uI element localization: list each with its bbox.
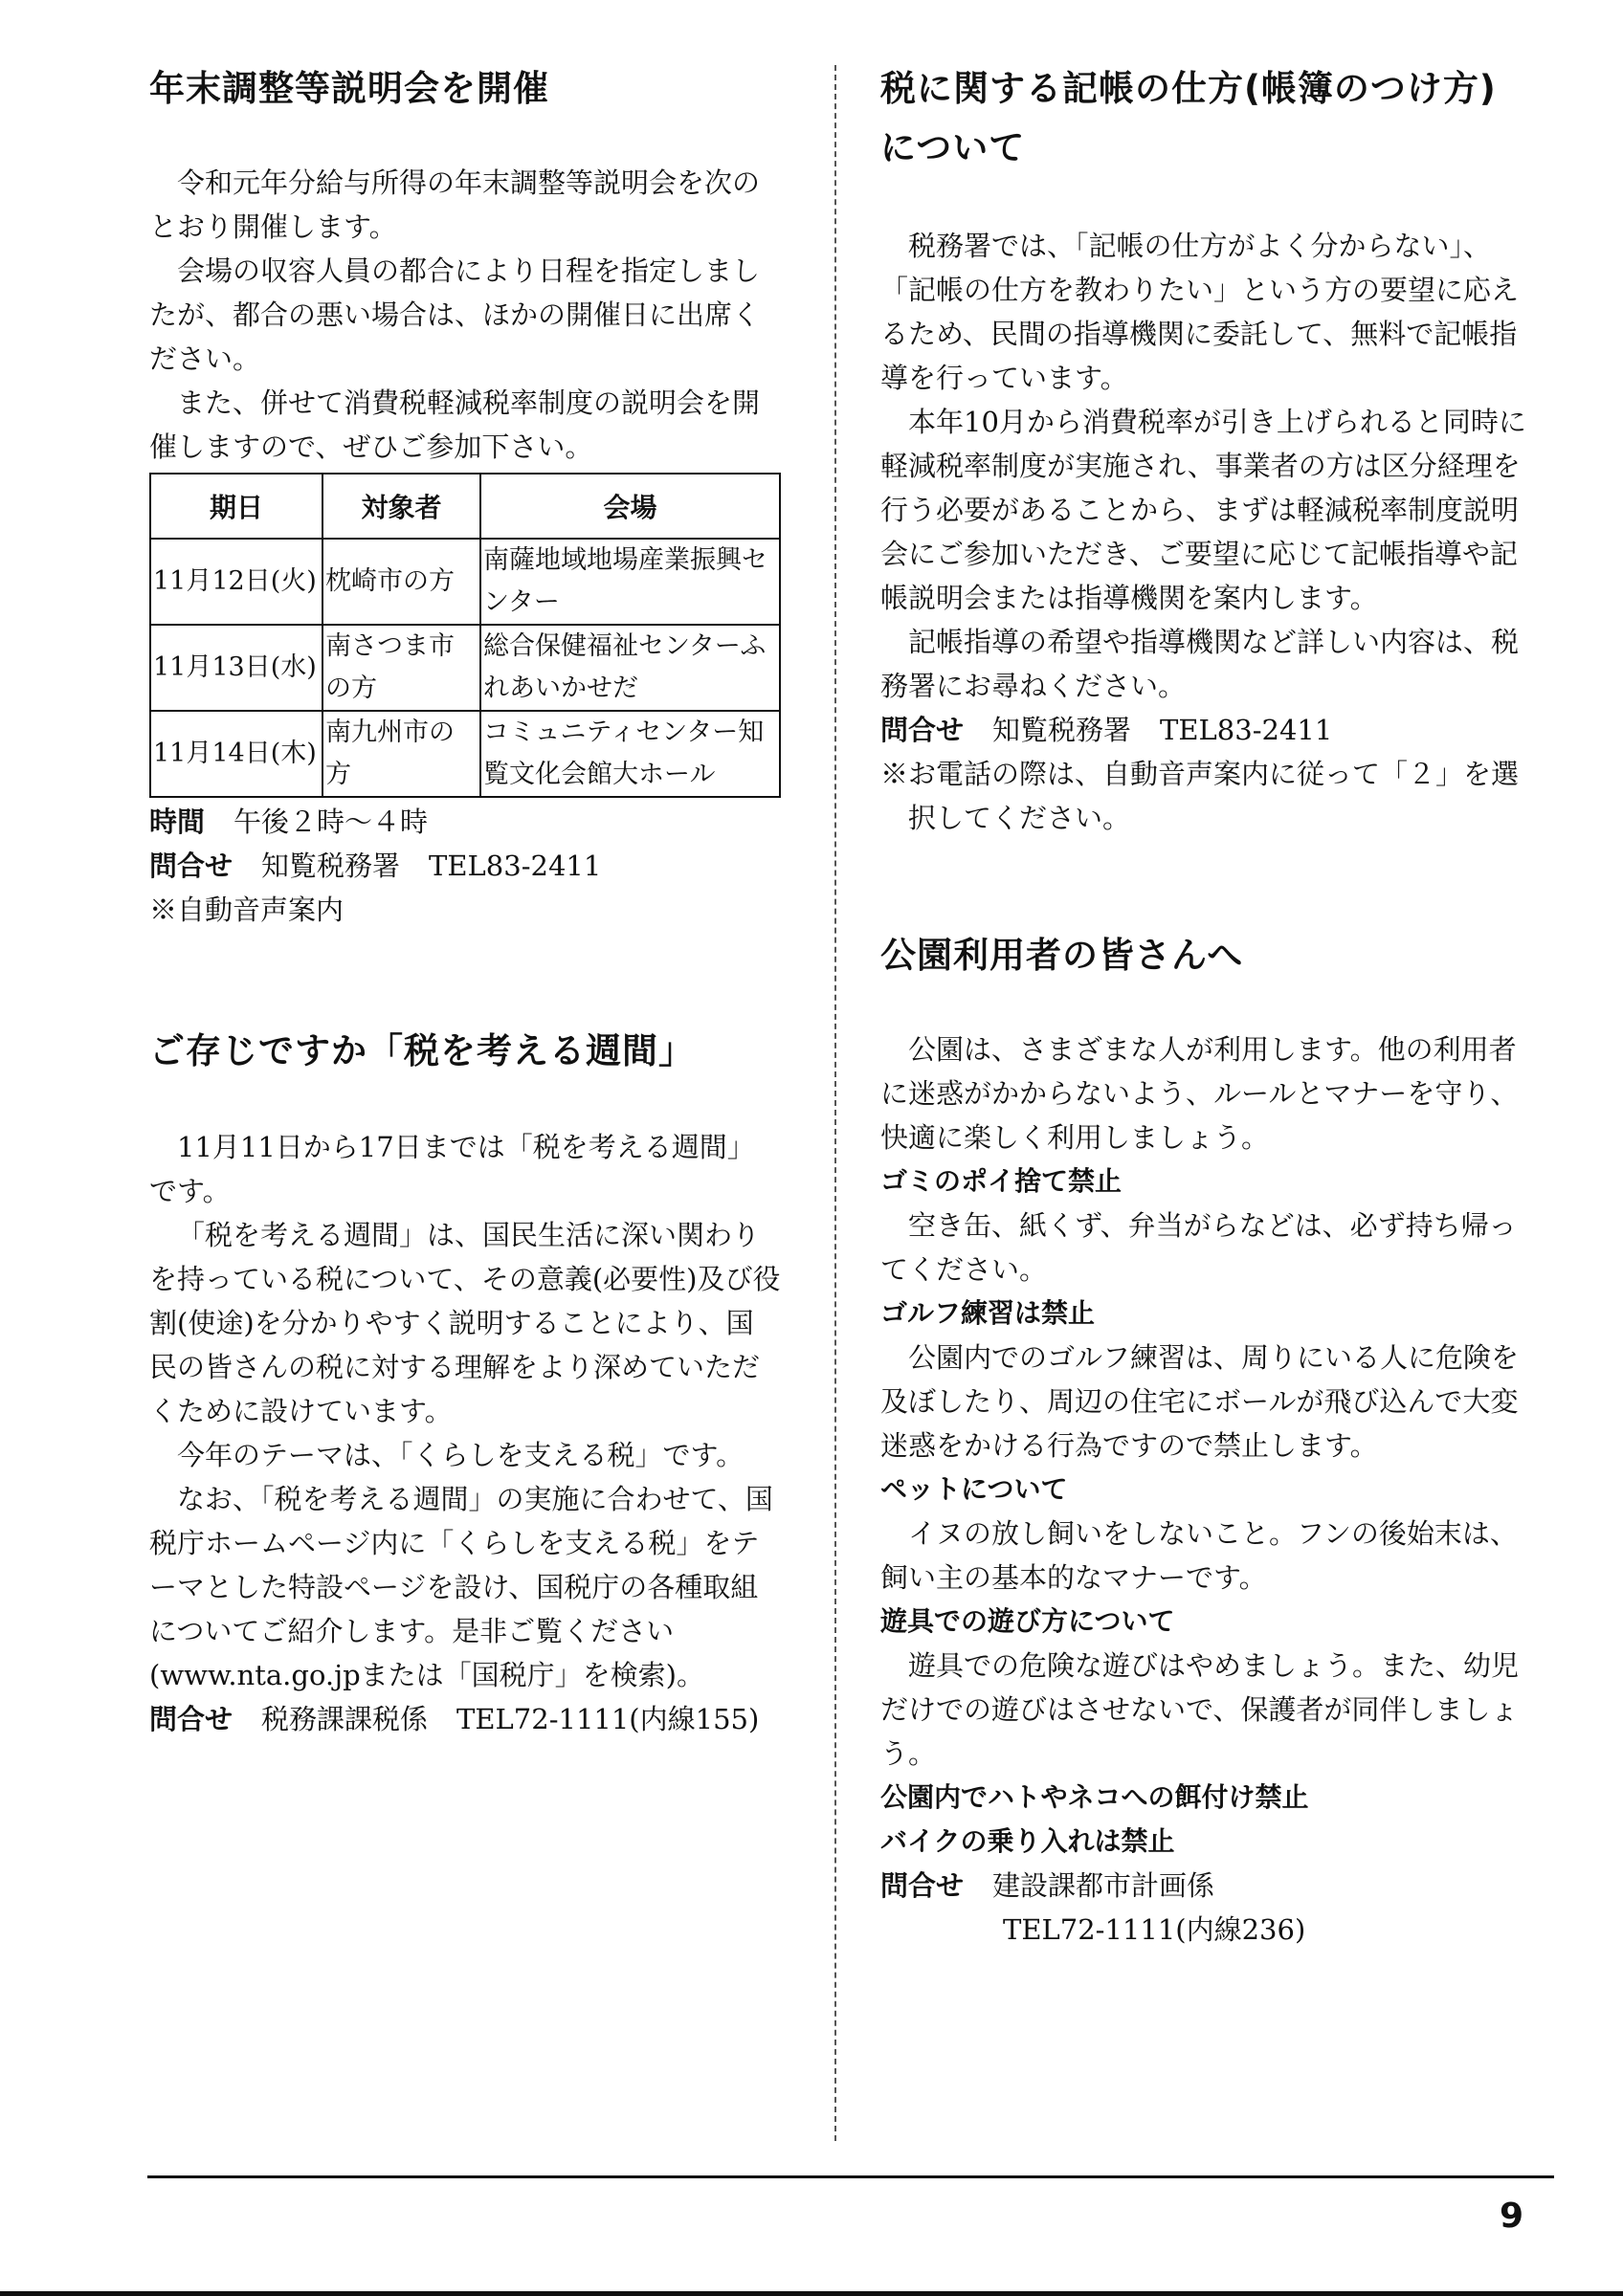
contact-line <box>880 708 1531 752</box>
paragraph: なお、「税を考える週間」の実施に合わせて、国税庁ホームページ内に「くらしを支える税」をテーマとした特設ページを設け、国税庁の各種取組についてご紹介します。是非ご覧ください(www.nta.go.jpまたは「国税庁」を検索)。 <box>149 1483 773 1691</box>
contact-line <box>149 844 781 888</box>
cell-target: 南九州市の方 <box>322 711 480 797</box>
left-column <box>149 59 781 1741</box>
article-title: 公園利用者の皆さんへ <box>880 935 1244 976</box>
article-title: ご存じですか「税を考える週間」 <box>149 1030 695 1071</box>
table-row <box>150 625 780 711</box>
column-divider <box>834 65 836 2141</box>
time-value: 午後２時～４時 <box>233 806 429 838</box>
cell-target: 枕崎市の方 <box>322 539 480 625</box>
article-title: 税に関する記帳の仕方(帳簿のつけ方)について <box>880 68 1497 168</box>
column-header-target: 対象者 <box>322 474 480 539</box>
contact-name: 建設課都市計画係 <box>992 1869 1215 1902</box>
contact-line <box>149 1697 781 1741</box>
paragraph: イヌの放し飼いをしないこと。フンの後始末は、飼い主の基本的なマナーです。 <box>880 1517 1518 1594</box>
article-bookkeeping <box>880 59 1531 840</box>
contact-tel-line <box>880 1908 1531 1952</box>
article-park-users <box>880 926 1531 1952</box>
paragraph: 令和元年分給与所得の年末調整等説明会を次のとおり開催します。 <box>149 166 761 243</box>
subheading: ゴミのポイ捨て禁止 <box>880 1165 1123 1197</box>
table-row <box>150 711 780 797</box>
article-tax-week <box>149 1022 781 1741</box>
subheading: 遊具での遊び方について <box>880 1605 1175 1637</box>
cell-date: 11月13日(水) <box>150 625 322 711</box>
paragraph: また、併せて消費税軽減税率制度の説明会を開催しますので、ぜひご参加下さい。 <box>149 386 761 463</box>
contact-label: 問合せ <box>880 1869 965 1902</box>
contact-tel: TEL72-1111(内線155) <box>456 1703 760 1735</box>
subheading: ペットについて <box>880 1473 1068 1505</box>
column-header-date: 期日 <box>150 474 322 539</box>
paragraph: 今年のテーマは、「くらしを支える税」です。 <box>177 1439 745 1471</box>
paragraph: 記帳指導の希望や指導機関など詳しい内容は、税務署にお尋ねください。 <box>880 626 1520 702</box>
contact-line <box>880 1864 1531 1908</box>
article-title: 年末調整等説明会を開催 <box>149 68 549 109</box>
cell-date: 11月12日(火) <box>150 539 322 625</box>
time-label: 時間 <box>149 806 206 838</box>
table-header-row <box>150 474 780 539</box>
cell-venue: 総合保健福祉センターふれあいかせだ <box>480 625 780 711</box>
page-number: 9 <box>1499 2197 1523 2236</box>
paragraph: 公園は、さまざまな人が利用します。他の利用者に迷惑がかからないよう、ルールとマナーを守り、快適に楽しく利用しましょう。 <box>880 1033 1519 1154</box>
contact-label: 問合せ <box>880 714 965 746</box>
contact-label: 問合せ <box>149 850 233 882</box>
column-header-venue: 会場 <box>480 474 780 539</box>
paragraph: 11月11日から17日までは「税を考える週間」です。 <box>149 1131 755 1207</box>
time-line <box>149 800 781 844</box>
contact-tel: TEL72-1111(内線236) <box>1003 1913 1306 1946</box>
paragraph: 会場の収容人員の都合により日程を指定しましたが、都合の悪い場合は、ほかの開催日に出席ください。 <box>149 254 761 375</box>
paragraph: 遊具での危険な遊びはやめましょう。また、幼児だけでの遊びはさせないで、保護者が同伴しましょう。 <box>880 1649 1520 1770</box>
article-year-end-adjustment <box>149 59 781 932</box>
contact-tel: TEL83-2411 <box>429 850 602 882</box>
subheading: バイクの乗り入れは禁止 <box>880 1825 1175 1857</box>
page-bottom-border <box>0 2291 1623 2296</box>
right-column <box>880 59 1531 1952</box>
cell-date: 11月14日(木) <box>150 711 322 797</box>
note: ※自動音声案内 <box>149 894 345 926</box>
contact-name: 税務課課税係 <box>261 1703 429 1735</box>
footer-rule <box>147 2175 1554 2178</box>
contact-name: 知覧税務署 <box>261 850 401 882</box>
contact-name: 知覧税務署 <box>992 714 1132 746</box>
paragraph: 「税を考える週間」は、国民生活に深い関わりを持っている税について、その意義(必要性)及び役割(使途)を分かりやすく説明することにより、国民の皆さんの税に対する理解をより深めていただくために設けています。 <box>149 1219 781 1427</box>
paragraph: 本年10月から消費税率が引き上げられると同時に軽減税率制度が実施され、事業者の方は区分経理を行う必要があることから、まずは軽減税率制度説明会にご参加いただき、ご要望に応じて記帳指導や記帳説明会または指導機関を案内します。 <box>880 406 1526 614</box>
note: ※お電話の際は、自動音声案内に従って「２」を選択してください。 <box>880 758 1520 834</box>
paragraph: 空き缶、紙くず、弁当がらなどは、必ず持ち帰ってください。 <box>880 1209 1517 1286</box>
cell-venue: コミュニティセンター知覧文化会館大ホール <box>480 711 780 797</box>
contact-tel: TEL83-2411 <box>1160 714 1333 746</box>
contact-label: 問合せ <box>149 1703 233 1735</box>
paragraph: 公園内でのゴルフ練習は、周りにいる人に危険を及ぼしたり、周辺の住宅にボールが飛び込んで大変迷惑をかける行為ですので禁止します。 <box>880 1341 1520 1462</box>
cell-venue: 南薩地域地場産業振興センター <box>480 539 780 625</box>
subheading: 公園内でハトやネコへの餌付け禁止 <box>880 1781 1309 1813</box>
cell-target: 南さつま市の方 <box>322 625 480 711</box>
paragraph: 税務署では、「記帳の仕方がよく分からない」、「記帳の仕方を教わりたい」という方の要望に応えるため、民間の指導機関に委託して、無料で記帳指導を行っています。 <box>880 230 1520 394</box>
schedule-table <box>149 473 781 798</box>
subheading: ゴルフ練習は禁止 <box>880 1297 1096 1329</box>
table-row <box>150 539 780 625</box>
